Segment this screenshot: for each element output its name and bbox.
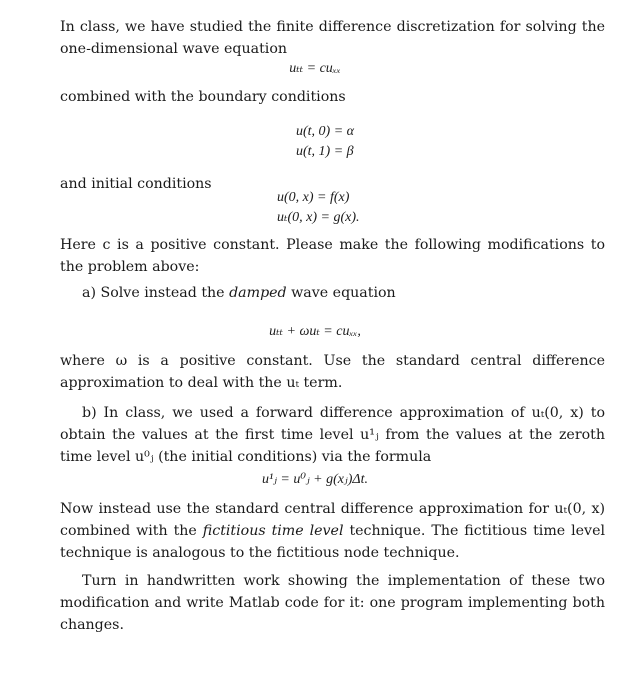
omega-paragraph: where ω is a positive constant. Use the standard central difference approximation to deal with the uₜ term. — [60, 353, 605, 391]
wave-equation: uₜₜ = cuₓₓ — [289, 61, 341, 76]
central-difference-text-2: technique. The fictitious time level technique is analogous to the fictitious node technique. — [60, 523, 606, 561]
problem-statement-paragraph: Here c is a positive constant. Please make the following modifications to the problem above: — [60, 237, 605, 275]
part-a-label: a) Solve instead the — [82, 285, 225, 301]
submission-paragraph: Turn in handwritten work showing the implementation of these two modification and write Matlab code for it: one program implementing both changes. — [60, 573, 605, 633]
intro-paragraph: In class, we have studied the finite difference discretization for solving the one-dimensional wave equation — [60, 19, 605, 57]
fictitious-time-level-emphasis: fictitious time level — [202, 523, 344, 539]
damped-emphasis: damped — [229, 285, 287, 301]
part-b-paragraph: b) In class, we used a forward difference approximation of uₜ(0, x) to obtain the values at the first time level u¹ⱼ from the values at the zeroth time level u⁰ⱼ (the initial conditions) via the formula — [60, 405, 605, 465]
initial-condition-1: u(0, x) = f(x) — [277, 190, 350, 205]
initial-condition-2: uₜ(0, x) = g(x). — [277, 210, 360, 225]
damped-wave-equation: uₜₜ + ωuₜ = cuₓₓ, — [269, 324, 361, 339]
central-difference-paragraph — [60, 498, 605, 564]
part-a-intro — [82, 282, 605, 304]
central-difference-text-1: Now instead use the standard central difference approximation for uₜ(0, x) combined with the — [60, 501, 605, 539]
boundary-condition-1: u(t, 0) = α — [296, 124, 355, 139]
boundary-conditions-equations — [296, 122, 354, 162]
initial-conditions-equations — [277, 188, 359, 228]
initial-conditions-text: and initial conditions — [60, 176, 212, 192]
boundary-condition-2: u(t, 1) = β — [296, 144, 354, 159]
part-a-rest: wave equation — [291, 285, 396, 301]
boundary-conditions-text: combined with the boundary conditions — [60, 89, 346, 105]
forward-difference-formula: u¹ⱼ = u⁰ⱼ + g(xⱼ)Δt. — [262, 472, 368, 487]
